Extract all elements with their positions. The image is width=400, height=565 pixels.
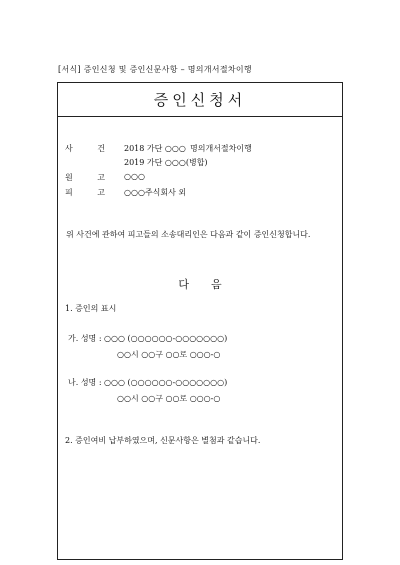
witness-entry <box>68 333 227 360</box>
title-divider <box>58 116 342 117</box>
form-header-label: [서식] 증인신청 및 증인신문사항 – 명의개서절차이행 <box>58 65 252 74</box>
plaintiff-label: 원 고 <box>65 173 105 182</box>
case-number: 2018 가단 ○○○ <box>124 144 186 153</box>
case-name: 명의개서절차이행 <box>190 144 252 153</box>
witness-address-line: ○○시 ○○구 ○○로 ○○○-○ <box>117 394 221 403</box>
witness-entry <box>68 377 227 404</box>
defendant-label: 피 고 <box>65 188 105 197</box>
defendant-value: ○○○주식회사 외 <box>124 188 187 197</box>
section2-text: 2. 증인여비 납부하였으며, 신문사항은 별첨과 같습니다. <box>65 436 261 445</box>
intro-paragraph: 위 사건에 관하여 피고들의 소송대리인은 다음과 같이 증인신청합니다. <box>66 230 311 239</box>
document-frame <box>57 82 343 560</box>
witness-name-line: 나. 성명 : ○○○ (○○○○○○-○○○○○○○) <box>68 378 228 387</box>
document-title: 증인신청서 <box>153 91 247 109</box>
next-heading: 다음 <box>178 278 244 291</box>
case-number-merged: 2019 가단 ○○○(병합) <box>124 158 208 167</box>
plaintiff-value: ○○○ <box>124 172 145 181</box>
case-label: 사 건 <box>65 144 105 153</box>
section1-title: 1. 증인의 표시 <box>65 304 117 313</box>
witness-address-line: ○○시 ○○구 ○○로 ○○○-○ <box>117 350 221 359</box>
witness-name-line: 가. 성명 : ○○○ (○○○○○○-○○○○○○○) <box>68 334 228 343</box>
